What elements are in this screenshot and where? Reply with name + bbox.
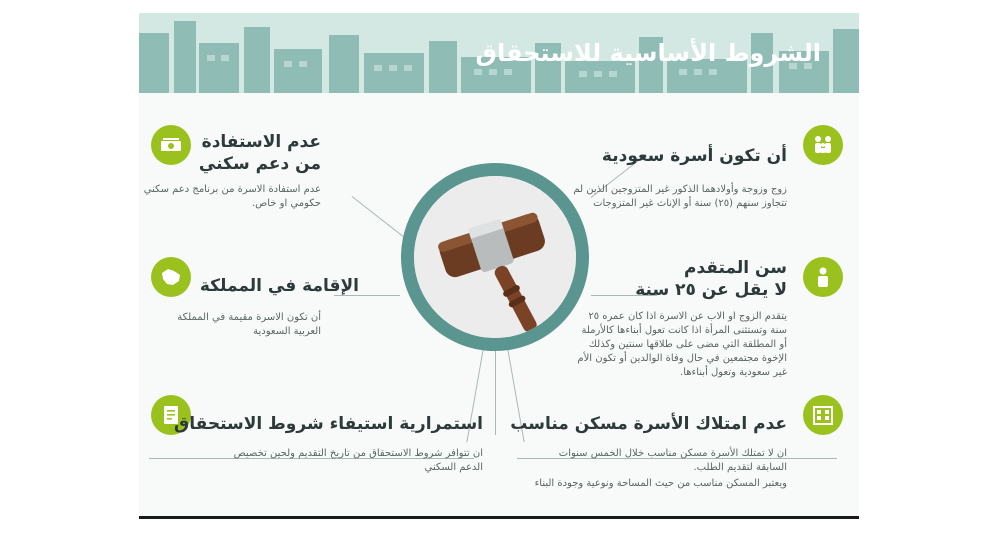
gavel-image: [414, 176, 576, 338]
heading-no-home: عدم امتلاك الأسرة مسكن مناسب: [510, 414, 787, 434]
family-badge: [803, 125, 843, 165]
connector-line: [352, 196, 408, 240]
desc-age: يتقدم الزوج او الاب عن الاسرة اذا كان عمره ٢٥ سنة وتستثنى المرأة اذا كانت تعول أبناءها كالأرملة أو المطلقة التي مضى على طلاقها سنتين وكذلك الإخوة مجتمعين في حال وفاة الوالدين أو تكون الأم غير سعودية وتعول أبناءها.: [577, 311, 787, 378]
money-badge: [151, 125, 191, 165]
desc-no-home-1: ان لا تمتلك الأسرة مسكن مناسب خلال الخمس سنوات السابقة لتقديم الطلب.: [558, 448, 787, 473]
desc-residence: أن تكون الاسرة مقيمة في المملكة العربية السعودية: [177, 312, 321, 337]
desc-continuity: ان تتوافر شروط الاستحقاق من تاريخ التقديم ولحين تخصيص الدعم السكني: [233, 448, 483, 473]
heading-saudi-family: أن تكون أسرة سعودية: [601, 146, 787, 166]
infographic-card: [139, 13, 859, 519]
family-icon: [811, 133, 835, 157]
page-title: الشروط الأساسية للاستحقاق: [475, 39, 821, 67]
heading-residence: الإقامة في المملكة: [199, 276, 359, 296]
center-ring: [401, 163, 589, 351]
heading-age-1: سن المتقدم: [684, 258, 787, 278]
bottom-border: [139, 516, 859, 519]
money-icon: [159, 133, 183, 157]
heading-no-support-1: عدم الاستفادة: [201, 132, 321, 152]
person-icon: [811, 265, 835, 289]
desc-no-home-2: ويعتبر المسكن مناسب من حيث المساحة ونوعية وجودة البناء: [534, 478, 787, 489]
connector-line: [495, 351, 496, 435]
person-badge: [803, 257, 843, 297]
saudi-map-icon: [159, 265, 183, 289]
heading-age-2: لا يقل عن ٢٥ سنة: [635, 280, 787, 300]
saudi-map-badge: [151, 257, 191, 297]
heading-no-support-2: من دعم سكني: [198, 154, 321, 174]
building-icon: [811, 403, 835, 427]
header-banner: [139, 13, 859, 93]
gavel-icon: [414, 176, 576, 338]
heading-continuity: استمرارية استيفاء شروط الاستحقاق: [174, 414, 483, 434]
desc-saudi-family: زوج وزوجة وأولادهما الذكور غير المتزوجين الذين لم تتجاوز سنهم (٢٥) سنة أو الإناث غير المتزوجات: [573, 184, 787, 209]
building-badge: [803, 395, 843, 435]
desc-no-support: عدم استفادة الاسرة من برنامج دعم سكني حكومي او خاص.: [143, 184, 321, 209]
